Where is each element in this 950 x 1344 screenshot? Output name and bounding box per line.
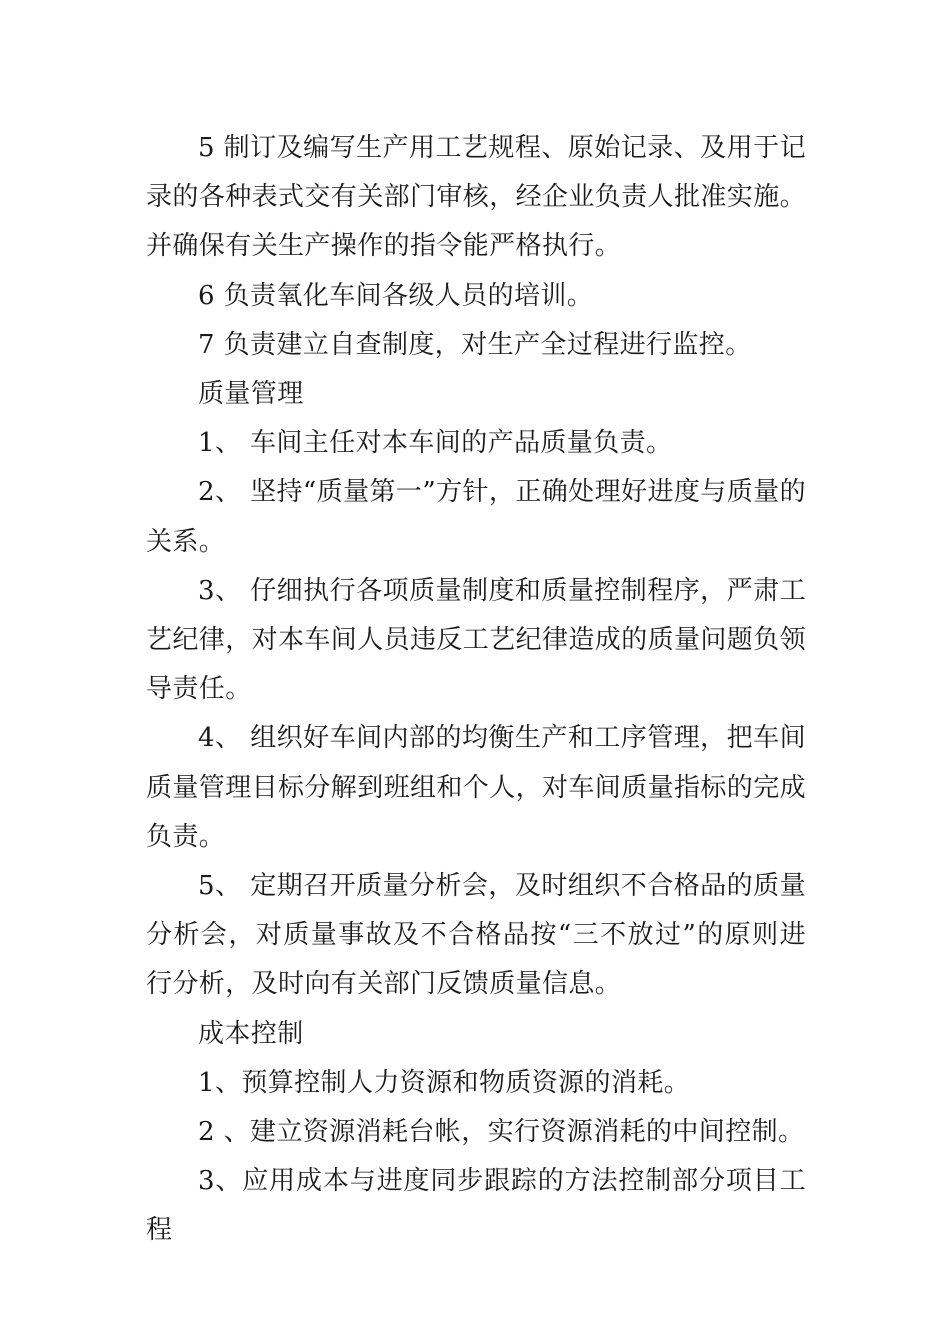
section-heading-quality: 质量管理	[198, 379, 304, 410]
paragraph-quality-3: 3、 仔细执行各项质量制度和质量控制程序，严肃工艺纪律，对本车间人员违反工艺纪律造成的质量问题负领导责任。	[146, 575, 807, 705]
section-heading-cost: 成本控制	[198, 1018, 304, 1049]
document-body	[146, 124, 806, 1256]
paragraph-item-5-procedures: 5 制订及编写生产用工艺规程、原始记录、及用于记录的各种表式交有关部门审核，经企业负责人批准实施。并确保有关生产操作的指令能严格执行。	[146, 133, 807, 262]
paragraph-quality-1: 1、 车间主任对本车间的产品质量负责。	[198, 428, 673, 459]
paragraph-quality-5: 5、 定期召开质量分析会，及时组织不合格品的质量分析会，对质量事故及不合格品按“三不放过”的原则进行分析，及时向有关部门反馈质量信息。	[146, 871, 806, 1000]
paragraph-cost-3: 3、应用成本与进度同步跟踪的方法控制部分项目工程	[146, 1166, 806, 1246]
paragraph-item-6-training: 6 负责氧化车间各级人员的培训。	[198, 280, 594, 311]
paragraph-cost-1: 1、预算控制人力资源和物质资源的消耗。	[198, 1067, 691, 1098]
paragraph-quality-2: 2、 坚持“质量第一”方针，正确处理好进度与质量的关系。	[146, 477, 806, 557]
paragraph-item-7-self-check: 7 负责建立自查制度，对生产全过程进行监控。	[198, 329, 752, 360]
paragraph-cost-2: 2 、建立资源消耗台帐，实行资源消耗的中间控制。	[198, 1117, 805, 1148]
paragraph-quality-4: 4、 组织好车间内部的均衡生产和工序管理，把车间质量管理目标分解到班组和个人，对车间质量指标的完成负责。	[146, 723, 807, 852]
